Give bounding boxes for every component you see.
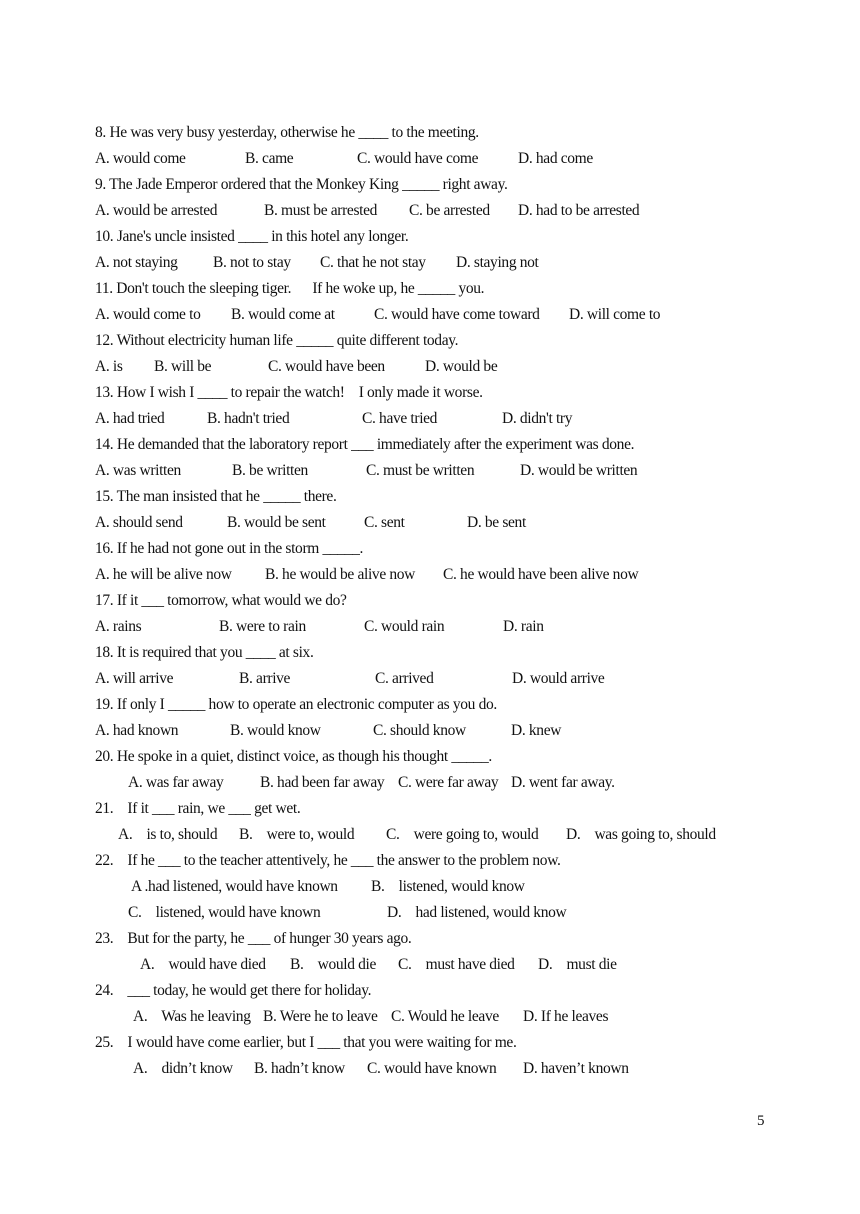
page-number: 5 bbox=[757, 1113, 765, 1129]
question-17-stem: 17. If it ___ tomorrow, what would we do? bbox=[95, 592, 347, 609]
question-8-stem: 8. He was very busy yesterday, otherwise he ____ to the meeting. bbox=[95, 124, 479, 141]
question-24-stem: 24. ___ today, he would get there for holiday. bbox=[95, 982, 372, 999]
question-23-option-d: D. must die bbox=[538, 956, 617, 973]
question-12-option-c: C. would have been bbox=[268, 358, 385, 375]
question-20-option-d: D. went far away. bbox=[511, 774, 615, 791]
question-10-stem: 10. Jane's uncle insisted ____ in this hotel any longer. bbox=[95, 228, 409, 245]
question-11-option-a: A. would come to bbox=[95, 306, 201, 323]
question-18-option-c: C. arrived bbox=[375, 670, 434, 687]
question-14-option-b: B. be written bbox=[232, 462, 308, 479]
question-11-stem: 11. Don't touch the sleeping tiger. If he woke up, he _____ you. bbox=[95, 280, 485, 297]
question-15-option-b: B. would be sent bbox=[227, 514, 326, 531]
question-18-option-a: A. will arrive bbox=[95, 670, 174, 687]
question-14-stem: 14. He demanded that the laboratory report ___ immediately after the experiment was done. bbox=[95, 436, 635, 453]
question-14-option-d: D. would be written bbox=[520, 462, 638, 479]
question-23-option-b: B. would die bbox=[290, 956, 377, 973]
question-19-option-d: D. knew bbox=[511, 722, 562, 739]
question-11-option-d: D. will come to bbox=[569, 306, 661, 323]
question-21-option-d: D. was going to, should bbox=[566, 826, 716, 843]
question-23-stem: 23. But for the party, he ___ of hunger 30 years ago. bbox=[95, 930, 412, 947]
question-20-stem: 20. He spoke in a quiet, distinct voice, as though his thought _____. bbox=[95, 748, 492, 765]
question-9-option-a: A. would be arrested bbox=[95, 202, 218, 219]
question-25-stem: 25. I would have come earlier, but I ___ that you were waiting for me. bbox=[95, 1034, 517, 1051]
question-17-option-a: A. rains bbox=[95, 618, 142, 635]
question-24-option-c: C. Would he leave bbox=[391, 1008, 499, 1025]
question-13-option-b: B. hadn't tried bbox=[207, 410, 290, 427]
question-10-option-a: A. not staying bbox=[95, 254, 178, 271]
question-19-option-a: A. had known bbox=[95, 722, 179, 739]
question-9-option-b: B. must be arrested bbox=[264, 202, 378, 219]
question-12-stem: 12. Without electricity human life _____ quite different today. bbox=[95, 332, 459, 349]
question-17-option-c: C. would rain bbox=[364, 618, 445, 635]
question-9-option-d: D. had to be arrested bbox=[518, 202, 640, 219]
question-22-option-c: C. listened, would have known bbox=[128, 904, 321, 921]
question-14-option-c: C. must be written bbox=[366, 462, 475, 479]
question-23-option-a: A. would have died bbox=[140, 956, 266, 973]
question-19-stem: 19. If only I _____ how to operate an electronic computer as you do. bbox=[95, 696, 497, 713]
question-22-option-b: B. listened, would know bbox=[371, 878, 525, 895]
question-24-option-b: B. Were he to leave bbox=[263, 1008, 378, 1025]
question-22-option-d: D. had listened, would know bbox=[387, 904, 567, 921]
question-13-option-a: A. had tried bbox=[95, 410, 165, 427]
question-13-option-c: C. have tried bbox=[362, 410, 438, 427]
question-18-stem: 18. It is required that you ____ at six. bbox=[95, 644, 314, 661]
question-16-option-c: C. he would have been alive now bbox=[443, 566, 639, 583]
question-9-stem: 9. The Jade Emperor ordered that the Monkey King _____ right away. bbox=[95, 176, 508, 193]
question-11-option-c: C. would have come toward bbox=[374, 306, 540, 323]
question-25-option-b: B. hadn’t know bbox=[254, 1060, 345, 1077]
question-8-option-b: B. came bbox=[245, 150, 294, 167]
question-21-stem: 21. If it ___ rain, we ___ get wet. bbox=[95, 800, 301, 817]
question-10-option-d: D. staying not bbox=[456, 254, 539, 271]
question-23-option-c: C. must have died bbox=[398, 956, 515, 973]
question-8-option-d: D. had come bbox=[518, 150, 593, 167]
question-24-option-a: A. Was he leaving bbox=[133, 1008, 251, 1025]
question-12-option-a: A. is bbox=[95, 358, 123, 375]
question-15-option-a: A. should send bbox=[95, 514, 183, 531]
question-19-option-b: B. would know bbox=[230, 722, 321, 739]
question-21-option-c: C. were going to, would bbox=[386, 826, 539, 843]
question-17-option-d: D. rain bbox=[503, 618, 544, 635]
question-16-option-b: B. he would be alive now bbox=[265, 566, 416, 583]
question-16-stem: 16. If he had not gone out in the storm _____. bbox=[95, 540, 364, 557]
question-11-option-b: B. would come at bbox=[231, 306, 335, 323]
question-21-option-a: A. is to, should bbox=[118, 826, 218, 843]
question-15-option-c: C. sent bbox=[364, 514, 405, 531]
question-17-option-b: B. were to rain bbox=[219, 618, 306, 635]
question-25-option-c: C. would have known bbox=[367, 1060, 497, 1077]
question-12-option-b: B. will be bbox=[154, 358, 212, 375]
question-14-option-a: A. was written bbox=[95, 462, 181, 479]
question-20-option-c: C. were far away bbox=[398, 774, 499, 791]
question-25-option-d: D. haven’t known bbox=[523, 1060, 629, 1077]
question-18-option-b: B. arrive bbox=[239, 670, 291, 687]
question-10-option-b: B. not to stay bbox=[213, 254, 291, 271]
question-25-option-a: A. didn’t know bbox=[133, 1060, 233, 1077]
question-12-option-d: D. would be bbox=[425, 358, 498, 375]
question-20-option-b: B. had been far away bbox=[260, 774, 385, 791]
question-8-option-a: A. would come bbox=[95, 150, 186, 167]
question-22-option-a: A .had listened, would have known bbox=[131, 878, 338, 895]
question-9-option-c: C. be arrested bbox=[409, 202, 490, 219]
question-21-option-b: B. were to, would bbox=[239, 826, 355, 843]
question-18-option-d: D. would arrive bbox=[512, 670, 605, 687]
question-10-option-c: C. that he not stay bbox=[320, 254, 426, 271]
question-13-stem: 13. How I wish I ____ to repair the watch! I only made it worse. bbox=[95, 384, 483, 401]
question-20-option-a: A. was far away bbox=[128, 774, 224, 791]
question-24-option-d: D. If he leaves bbox=[523, 1008, 609, 1025]
question-19-option-c: C. should know bbox=[373, 722, 466, 739]
question-15-stem: 15. The man insisted that he _____ there. bbox=[95, 488, 337, 505]
question-8-option-c: C. would have come bbox=[357, 150, 479, 167]
question-16-option-a: A. he will be alive now bbox=[95, 566, 232, 583]
question-15-option-d: D. be sent bbox=[467, 514, 526, 531]
question-13-option-d: D. didn't try bbox=[502, 410, 573, 427]
question-22-stem: 22. If he ___ to the teacher attentively, he ___ the answer to the problem now. bbox=[95, 852, 561, 869]
